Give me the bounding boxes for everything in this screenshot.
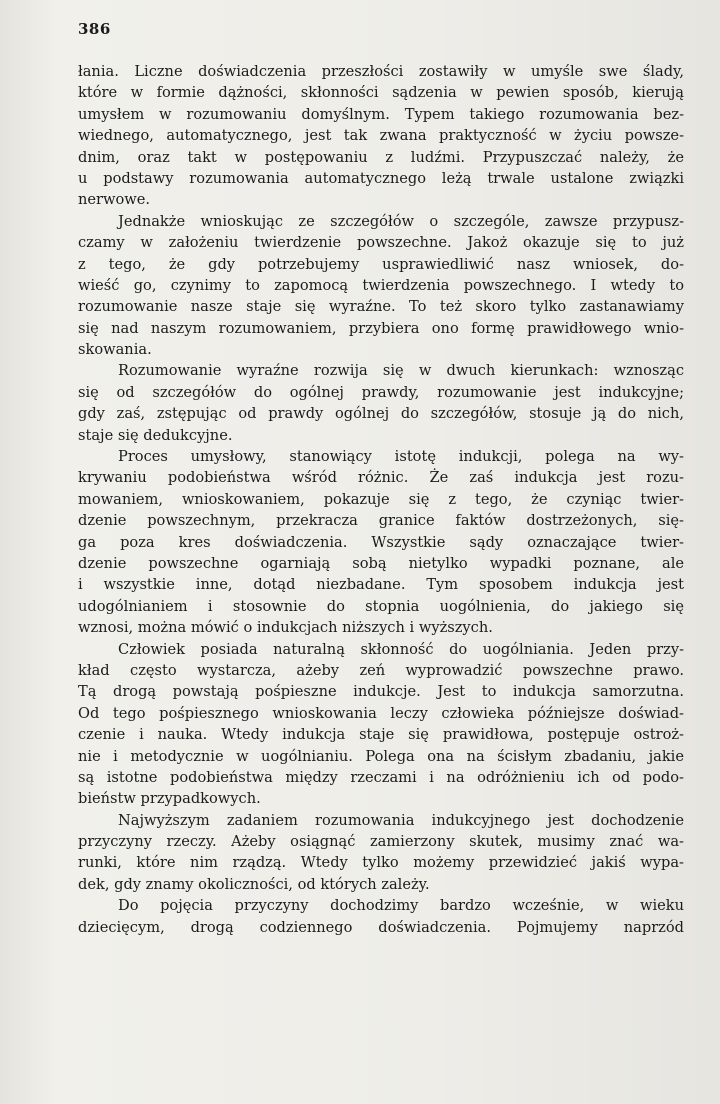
text-line: Człowiek posiada naturalną skłonność do uogólniania. Jeden przy- (118, 640, 684, 658)
text-line: i wszystkie inne, dotąd niezbadane. Tym sposobem indukcja jest (78, 576, 684, 594)
text-line: dek, gdy znamy okoliczności, od których zależy. (78, 875, 430, 893)
text-line: gdy zaś, zstępując od prawdy ogólnej do szczegółów, stosuje ją do nich, (78, 405, 684, 423)
text-line: dnim, oraz takt w postępowaniu z ludźmi. Przypuszczać należy, że (78, 148, 684, 166)
text-line: umysłem w rozumowaniu domyślnym. Typem takiego rozumowania bez- (78, 105, 684, 123)
text-line: kład często wystarcza, ażeby zeń wyprowadzić powszechne prawo. (78, 661, 684, 679)
text-line: staje się dedukcyjne. (78, 426, 233, 444)
text-line: Tą drogą powstają pośpieszne indukcje. Jest to indukcja samorzutna. (78, 683, 684, 701)
body-text (78, 61, 684, 938)
text-line: wiednego, automatycznego, jest tak zwana praktyczność w życiu powsze- (78, 127, 684, 145)
text-line: się nad naszym rozumowaniem, przybiera ono formę prawidłowego wnio- (78, 319, 684, 337)
text-line: Jednakże wnioskując ze szczegółów o szczególe, zawsze przypusz- (118, 212, 684, 230)
text-line: czenie i nauka. Wtedy indukcja staje się prawidłowa, postępuje ostroż- (78, 726, 684, 744)
text-line: łania. Liczne doświadczenia przeszłości zostawiły w umyśle swe ślady, (78, 63, 684, 80)
text-line: rozumowanie nasze staje się wyraźne. To też skoro tylko zastanawiamy (78, 298, 684, 316)
text-line: dziecięcym, drogą codziennego doświadczenia. Pojmujemy naprzód (78, 918, 684, 936)
text-line: nerwowe. (78, 191, 151, 209)
text-line: krywaniu podobieństwa wśród różnic. Że zaś indukcja jest rozu- (78, 469, 684, 487)
text-line: Proces umysłowy, stanowiący istotę indukcji, polega na wy- (118, 448, 684, 466)
text-line: się od szczegółów do ogólnej prawdy, rozumowanie jest indukcyjne; (78, 383, 684, 401)
text-line: nie i metodycznie w uogólnianiu. Polega ona na ścisłym zbadaniu, jakie (78, 747, 684, 765)
text-line: mowaniem, wnioskowaniem, pokazuje się z tego, że czyniąc twier- (78, 490, 684, 508)
text-line: runki, które nim rządzą. Wtedy tylko możemy przewidzieć jakiś wypa- (78, 854, 684, 872)
text-line: wznosi, można mówić o indukcjach niższych i wyższych. (78, 619, 493, 637)
text-line: Najwyższym zadaniem rozumowania indukcyjnego jest dochodzenie (118, 811, 684, 829)
text-line: u podstawy rozumowania automatycznego leżą trwale ustalone związki (78, 169, 684, 187)
text-line: dzenie powszechne ogarniają sobą nietylko wypadki poznane, ale (78, 554, 684, 572)
text-line: bieństw przypadkowych. (78, 790, 261, 808)
text-line: dzenie powszechnym, przekracza granice faktów dostrzeżonych, się- (78, 512, 684, 530)
text-line: wieść go, czynimy to zapomocą twierdzenia powszechnego. I wtedy to (78, 276, 684, 294)
text-line: które w formie dążności, skłonności sądzenia w pewien sposób, kierują (78, 84, 684, 102)
text-line: czamy w założeniu twierdzenie powszechne. Jakoż okazuje się to już (78, 234, 684, 252)
text-line: Od tego pośpiesznego wnioskowania leczy człowieka późniejsze doświad- (78, 704, 684, 722)
text-line: udogólnianiem i stosownie do stopnia uogólnienia, do jakiego się (78, 597, 684, 615)
page-number: 386 (78, 20, 111, 38)
text-line: skowania. (78, 341, 152, 359)
text-line: z tego, że gdy potrzebujemy usprawiedliwić nasz wniosek, do- (78, 255, 684, 273)
text-line: ga poza kres doświadczenia. Wszystkie sądy oznaczające twier- (78, 533, 684, 551)
text-line: są istotne podobieństwa między rzeczami i na odróżnieniu ich od podo- (78, 768, 684, 786)
text-line: przyczyny rzeczy. Ażeby osiągnąć zamierzony skutek, musimy znać wa- (78, 833, 684, 851)
text-line: Rozumowanie wyraźne rozwija się w dwuch kierunkach: wznosząc (118, 362, 684, 380)
text-line: Do pojęcia przyczyny dochodzimy bardzo wcześnie, w wieku (118, 897, 684, 915)
